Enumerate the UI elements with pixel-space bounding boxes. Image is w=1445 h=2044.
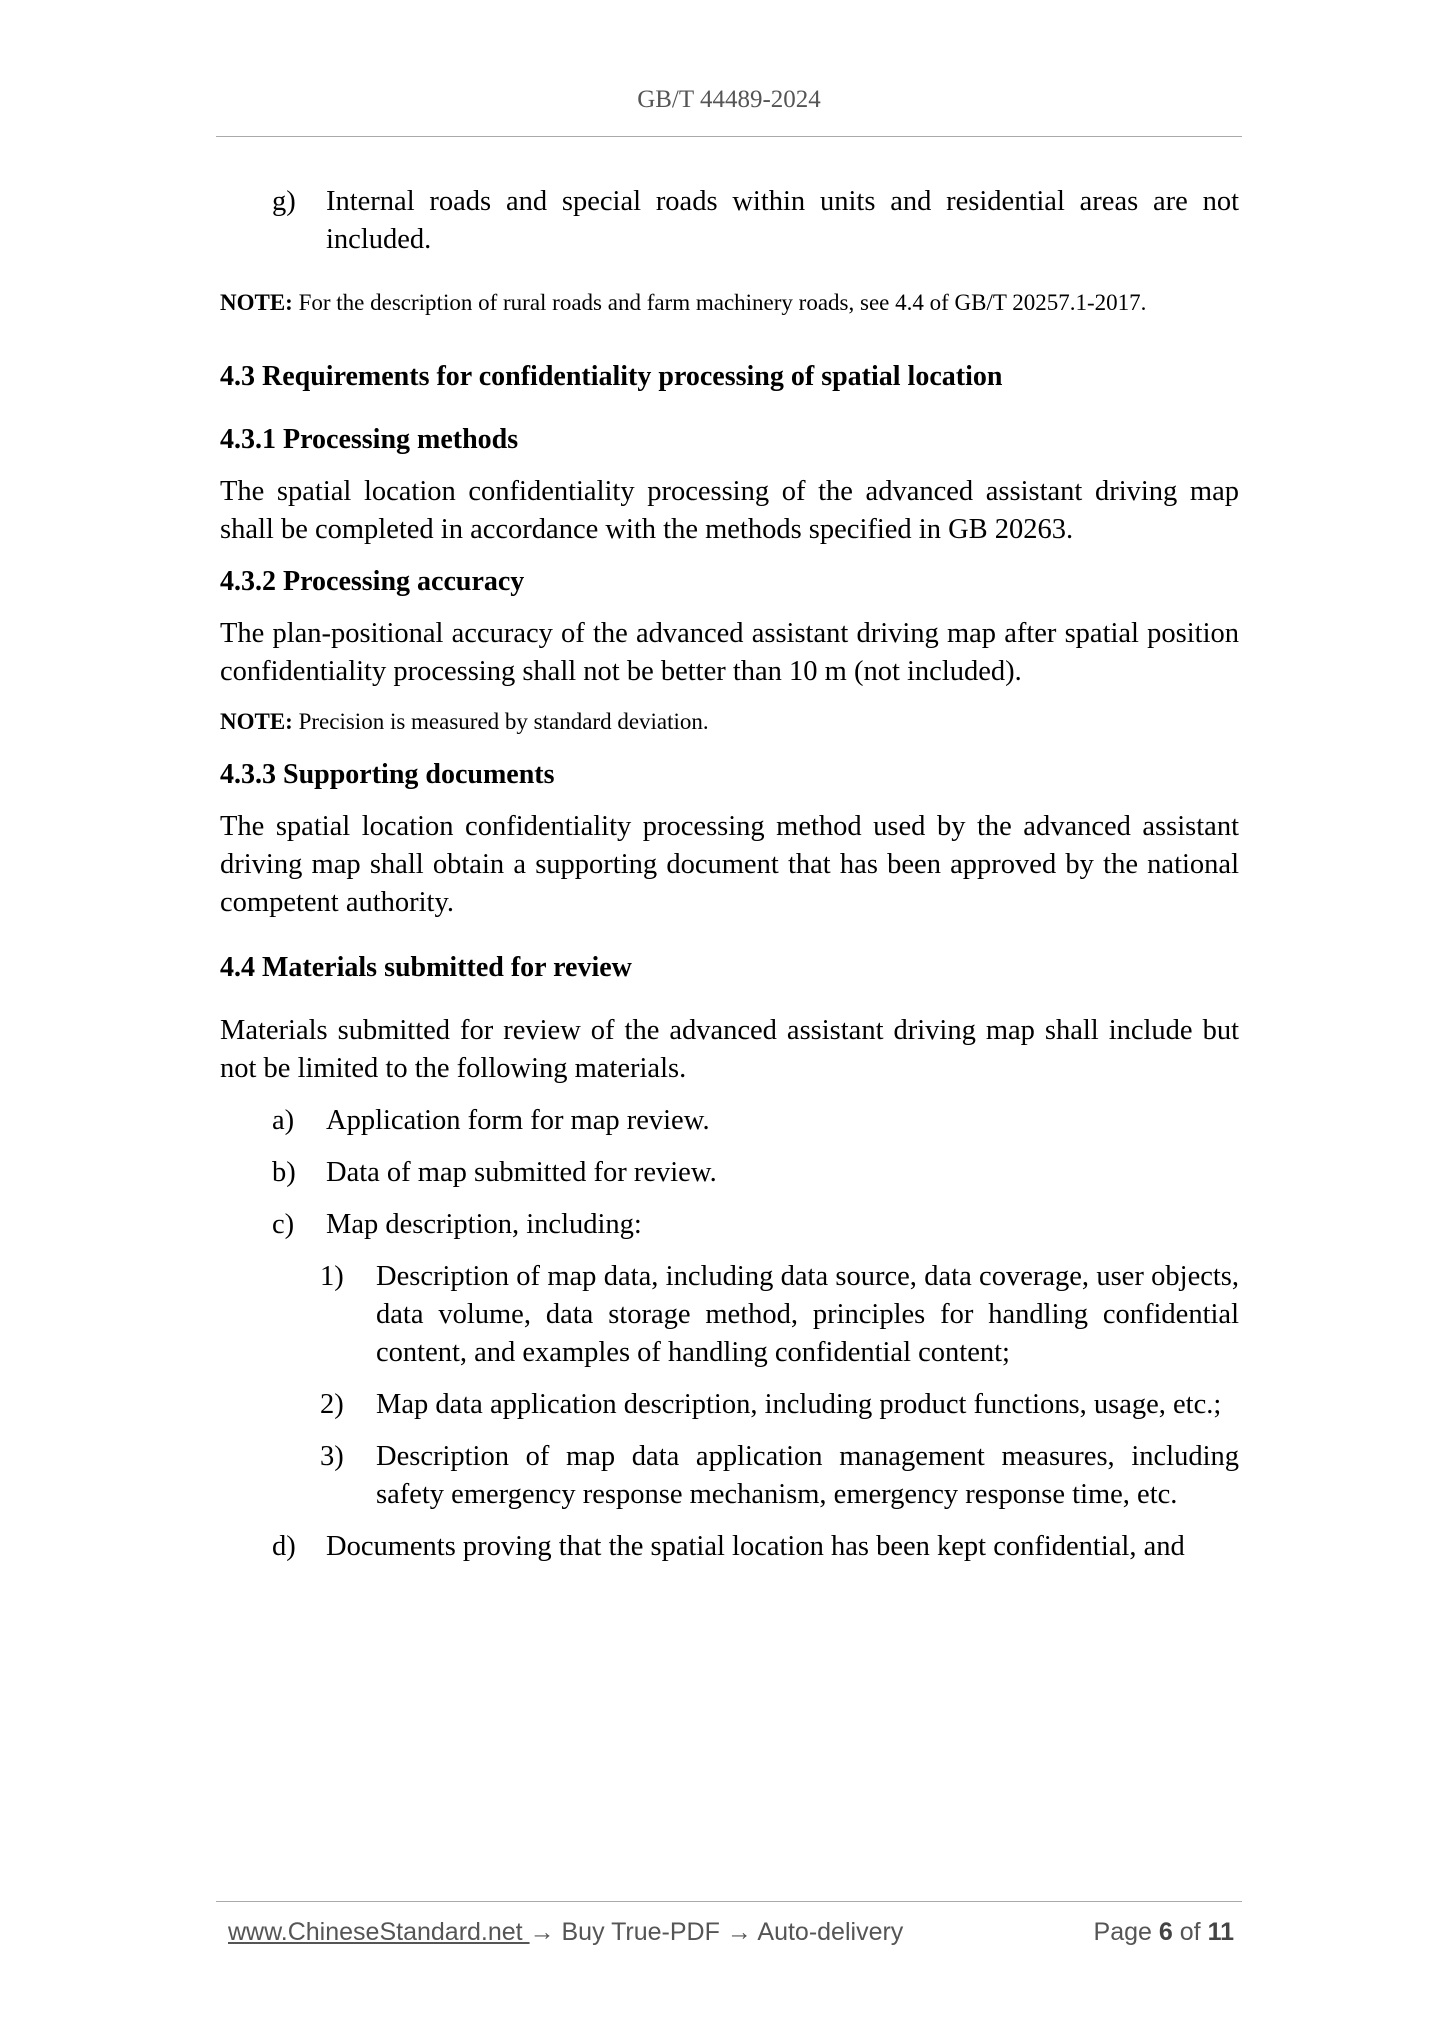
list-item-a — [220, 1102, 1239, 1140]
footer-divider — [216, 1901, 1242, 1902]
list-text: Documents proving that the spatial location has been kept confidential, and — [326, 1531, 1185, 1562]
of-word: of — [1179, 1918, 1201, 1946]
section-4-3-2-paragraph: The plan-positional accuracy of the advanced assistant driving map after spatial position confidentiality processing shall not be better than 10 m (not included). — [220, 618, 1239, 687]
section-4-3-3-heading: 4.3.3 Supporting documents — [220, 759, 555, 790]
arrow-right-icon: → — [529, 1918, 555, 1946]
list-item-c — [220, 1206, 1239, 1244]
list-item-b — [220, 1154, 1239, 1192]
list-label: g) — [272, 186, 296, 217]
buy-pdf-text: Buy True-PDF — [554, 1918, 727, 1946]
section-4-4-paragraph: Materials submitted for review of the advanced assistant driving map shall include but not be limited to the following materials. — [220, 1015, 1239, 1084]
sub-item-3 — [220, 1438, 1239, 1514]
sub-label: 2) — [320, 1389, 344, 1420]
website-link[interactable]: www.ChineseStandard.net — [228, 1918, 530, 1946]
list-item-d — [220, 1528, 1239, 1566]
section-4-3-3-paragraph: The spatial location confidentiality processing method used by the advanced assistant driving map shall obtain a supporting document that has been approved by the national competent authority. — [220, 811, 1239, 918]
arrow-right-icon: → — [726, 1918, 752, 1946]
section-4-4-heading: 4.4 Materials submitted for review — [220, 952, 632, 983]
list-label: a) — [272, 1105, 295, 1136]
current-page: 6 — [1158, 1918, 1173, 1946]
list-text: Map description, including: — [326, 1209, 642, 1240]
sub-label: 3) — [320, 1441, 344, 1472]
note-1 — [220, 288, 1239, 318]
list-text: Internal roads and special roads within units and residential areas are not included. — [326, 186, 1239, 255]
note-text: For the description of rural roads and farm machinery roads, see 4.4 of GB/T 20257.1-2017. — [298, 290, 1147, 315]
page-content — [220, 183, 1239, 1566]
list-text: Application form for map review. — [326, 1105, 710, 1136]
section-4-3-heading: 4.3 Requirements for confidentiality processing of spatial location — [220, 361, 1003, 392]
auto-delivery-text: Auto-delivery — [751, 1918, 904, 1946]
sub-text: Map data application description, including product functions, usage, etc.; — [376, 1389, 1222, 1420]
sub-text: Description of map data, including data source, data coverage, user objects, data volume, data storage method, principles for handling confidential content, and examples of handling confidential content; — [376, 1261, 1239, 1368]
sub-label: 1) — [320, 1261, 344, 1292]
list-text: Data of map submitted for review. — [326, 1157, 717, 1188]
note-2 — [220, 707, 1239, 737]
sub-item-1 — [220, 1258, 1239, 1372]
page-word: Page — [1093, 1918, 1152, 1946]
header-divider — [216, 136, 1242, 137]
total-pages: 11 — [1207, 1918, 1234, 1946]
note-label: NOTE: — [220, 290, 293, 315]
footer-promo — [228, 1918, 903, 1947]
list-label: d) — [272, 1531, 296, 1562]
list-label: b) — [272, 1157, 296, 1188]
section-4-3-1-paragraph: The spatial location confidentiality processing of the advanced assistant driving map shall be completed in accordance with the methods specified in GB 20263. — [220, 476, 1239, 545]
sub-text: Description of map data application management measures, including safety emergency response mechanism, emergency response time, etc. — [376, 1441, 1239, 1510]
page-indicator — [1094, 1918, 1234, 1947]
sub-item-2 — [220, 1386, 1239, 1424]
page-header: GB/T 44489-2024 — [637, 86, 821, 113]
page-footer — [228, 1918, 1234, 1958]
note-text: Precision is measured by standard deviation. — [298, 709, 709, 734]
note-label: NOTE: — [220, 709, 293, 734]
list-label: c) — [272, 1209, 295, 1240]
list-item-g — [220, 183, 1239, 259]
section-4-3-1-heading: 4.3.1 Processing methods — [220, 424, 519, 455]
section-4-3-2-heading: 4.3.2 Processing accuracy — [220, 566, 525, 597]
